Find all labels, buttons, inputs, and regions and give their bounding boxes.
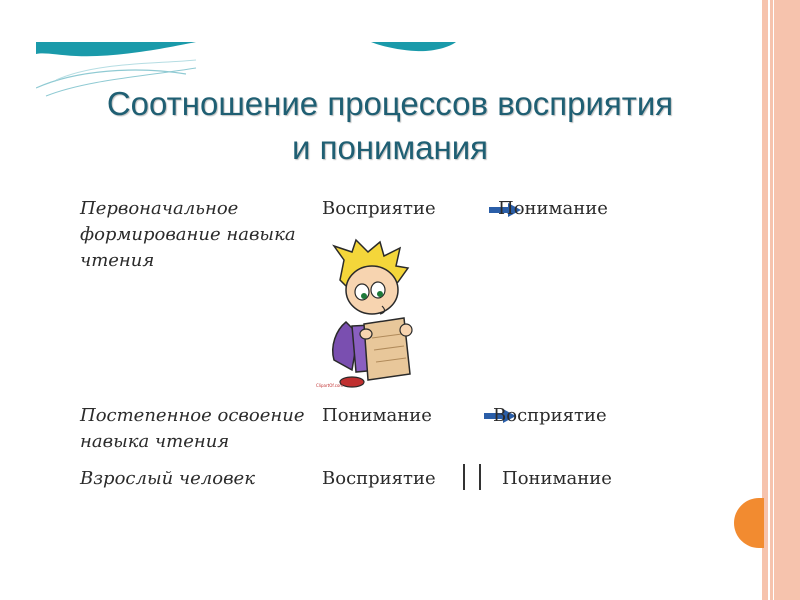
- border-stripe: [768, 0, 770, 600]
- stage-line: формирование навыка: [80, 224, 296, 245]
- title-line-2: и понимания: [291, 129, 489, 166]
- slide-title: [40, 82, 740, 170]
- orange-accent-tab: [734, 498, 764, 548]
- row-3-first: Восприятие: [322, 468, 436, 489]
- row-1-first: Восприятие: [322, 198, 436, 219]
- stage-line: Первоначальное: [80, 198, 239, 219]
- illustration-caption: ClipartOf.com: [316, 383, 344, 388]
- stage-line: Взрослый человек: [80, 468, 255, 489]
- parallel-lines-icon: [460, 462, 486, 492]
- border-stripe: [773, 0, 774, 600]
- stage-line: навыка чтения: [80, 431, 230, 452]
- row-1-second: Понимание: [498, 198, 608, 219]
- row-2-stage: [80, 403, 320, 455]
- row-3-second: Понимание: [502, 468, 612, 489]
- row-2-second: Восприятие: [493, 405, 607, 426]
- title-line-1: Соотношение процессов восприятия: [106, 85, 674, 122]
- row-2-first: Понимание: [322, 405, 432, 426]
- stage-line: чтения: [80, 250, 155, 271]
- row-3-stage: [80, 466, 320, 492]
- reading-boy-icon: [322, 238, 422, 390]
- stage-line: Постепенное освоение: [80, 405, 305, 426]
- row-1-stage: [80, 196, 320, 274]
